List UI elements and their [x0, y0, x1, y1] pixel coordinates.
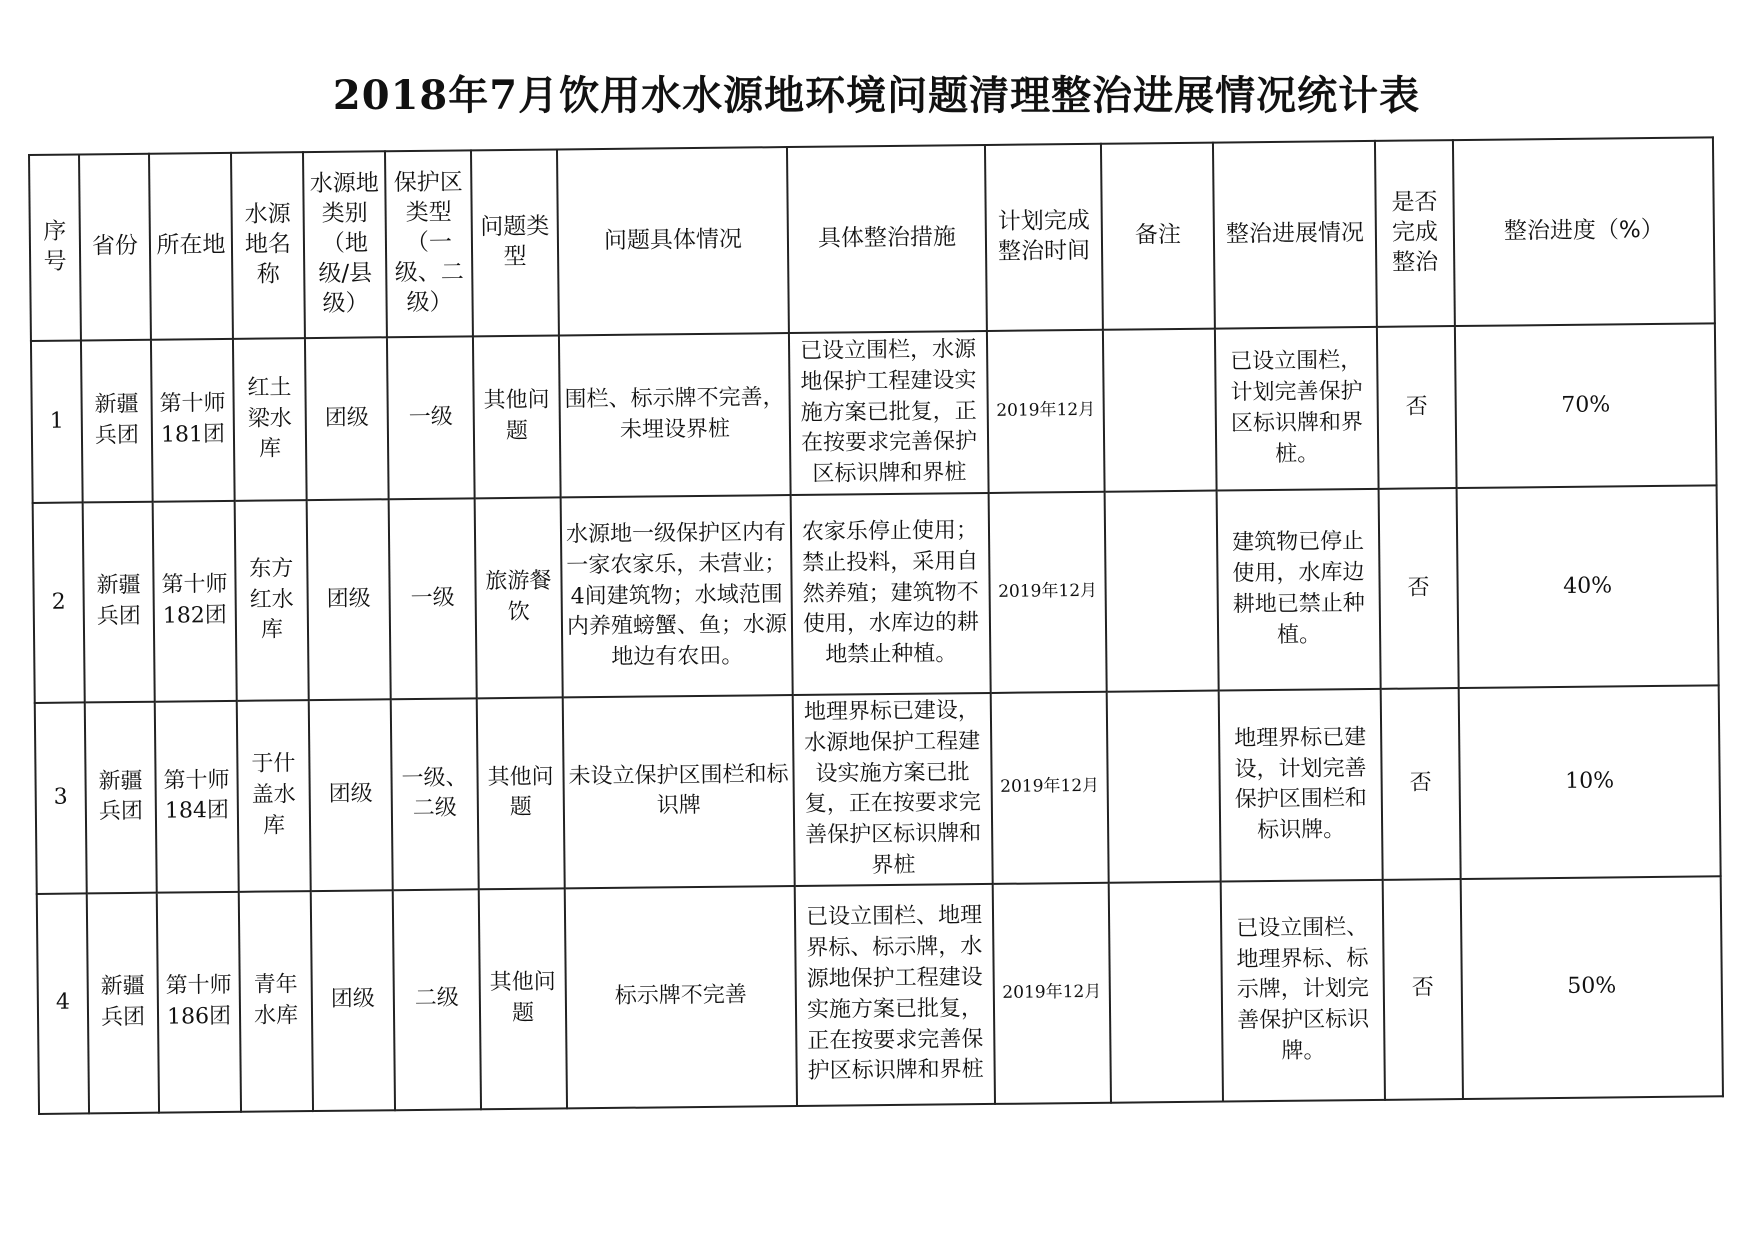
cell-seq: 2 [33, 502, 85, 703]
header-problem-detail: 问题具体情况 [557, 147, 789, 335]
cell-problem-type: 其他问题 [473, 335, 561, 498]
table-row [35, 685, 1721, 893]
cell-problem-type: 其他问题 [477, 697, 565, 889]
cell-problem-type: 其他问题 [479, 888, 567, 1109]
table-container [28, 136, 1724, 1114]
cell-zone-type: 一级、二级 [391, 698, 479, 890]
cell-measures: 地理界标已建设，水源地保护工程建设实施方案已批复，正在按要求完善保护区标识牌和界桩 [793, 693, 993, 886]
header-completed: 是否完成整治 [1375, 140, 1455, 327]
cell-location: 第十师186团 [157, 892, 241, 1113]
header-measures: 具体整治措施 [787, 145, 987, 333]
cell-completed: 否 [1381, 688, 1461, 880]
header-row [29, 137, 1715, 341]
cell-seq: 3 [35, 702, 87, 893]
cell-seq: 1 [31, 340, 83, 503]
table-row [31, 323, 1717, 503]
cell-measures: 农家乐停止使用；禁止投料，采用自然养殖；建筑物不使用，水库边的耕地禁止种植。 [791, 493, 991, 695]
cell-percent: 50% [1461, 876, 1723, 1099]
document-title: 2018年7月饮用水水源地环境问题清理整治进展情况统计表 [332, 72, 1421, 119]
header-zone-type: 保护区类型（一级、二级） [385, 150, 473, 337]
header-plan-time: 计划完成整治时间 [985, 144, 1103, 331]
cell-zone-type: 一级 [389, 498, 477, 699]
cell-completed: 否 [1379, 488, 1459, 689]
cell-measures: 已设立围栏、地理界标、标示牌，水源地保护工程建设实施方案已批复，正在按要求完善保护区标识牌和界桩 [795, 884, 995, 1106]
cell-completed: 否 [1377, 326, 1457, 489]
header-remark: 备注 [1101, 143, 1215, 330]
cell-problem-detail: 未设立保护区围栏和标识牌 [563, 695, 795, 888]
cell-source-type: 团级 [305, 337, 389, 500]
cell-source-type: 团级 [309, 699, 393, 891]
cell-location: 第十师184团 [155, 701, 239, 893]
cell-source-name: 于什盖水库 [237, 700, 311, 892]
cell-problem-detail: 水源地一级保护区内有一家农家乐，未营业；4间建筑物；水域范围内养殖螃蟹、鱼；水源地边有农田。 [561, 495, 793, 697]
header-province: 省份 [79, 154, 151, 341]
statistics-table [28, 136, 1724, 1114]
cell-source-type: 团级 [311, 890, 395, 1111]
cell-plan-time: 2019年12月 [991, 692, 1109, 884]
cell-province: 新疆兵团 [85, 702, 157, 894]
cell-progress: 地理界标已建设，计划完善保护区围栏和标识牌。 [1219, 689, 1383, 881]
cell-plan-time: 2019年12月 [989, 492, 1107, 693]
cell-province: 新疆兵团 [83, 502, 155, 703]
cell-plan-time: 2019年12月 [993, 883, 1111, 1104]
cell-percent: 70% [1455, 323, 1717, 488]
header-progress: 整治进展情况 [1213, 141, 1377, 329]
cell-problem-detail: 标示牌不完善 [565, 886, 797, 1108]
cell-problem-detail: 围栏、标示牌不完善，未埋设界桩 [559, 333, 791, 497]
cell-plan-time: 2019年12月 [987, 330, 1105, 493]
header-problem-type: 问题类型 [471, 149, 559, 336]
cell-location: 第十师182团 [153, 501, 237, 702]
cell-source-name: 红土梁水库 [233, 338, 307, 501]
cell-remark [1105, 491, 1219, 692]
header-source-name: 水源地名称 [231, 152, 305, 339]
header-location: 所在地 [149, 153, 233, 340]
cell-zone-type: 一级 [387, 336, 475, 499]
cell-seq: 4 [37, 893, 89, 1114]
cell-remark [1103, 329, 1217, 492]
cell-percent: 10% [1459, 685, 1721, 878]
table-row [37, 876, 1723, 1114]
cell-province: 新疆兵团 [87, 892, 159, 1113]
cell-completed: 否 [1383, 879, 1463, 1100]
cell-measures: 已设立围栏，水源地保护工程建设实施方案已批复，正在按要求完善保护区标识牌和界桩 [789, 331, 989, 495]
cell-problem-type: 旅游餐饮 [475, 497, 563, 698]
header-source-type: 水源地类别（地级/县级） [303, 151, 387, 338]
cell-location: 第十师181团 [151, 339, 235, 502]
cell-progress: 建筑物已停止使用，水库边耕地已禁止种植。 [1217, 489, 1381, 691]
cell-province: 新疆兵团 [81, 340, 153, 503]
header-percent: 整治进度（%） [1453, 137, 1715, 326]
table-row [33, 485, 1719, 703]
header-seq: 序号 [29, 154, 81, 341]
cell-progress: 已设立围栏、地理界标、标示牌，计划完善保护区标识牌。 [1221, 880, 1385, 1102]
cell-percent: 40% [1457, 485, 1719, 688]
cell-progress: 已设立围栏，计划完善保护区标识牌和界桩。 [1215, 327, 1379, 491]
cell-source-type: 团级 [307, 499, 391, 700]
cell-source-name: 青年水库 [239, 891, 313, 1112]
cell-source-name: 东方红水库 [235, 500, 309, 701]
cell-remark [1109, 881, 1223, 1102]
cell-remark [1107, 691, 1221, 883]
cell-zone-type: 二级 [393, 889, 481, 1110]
